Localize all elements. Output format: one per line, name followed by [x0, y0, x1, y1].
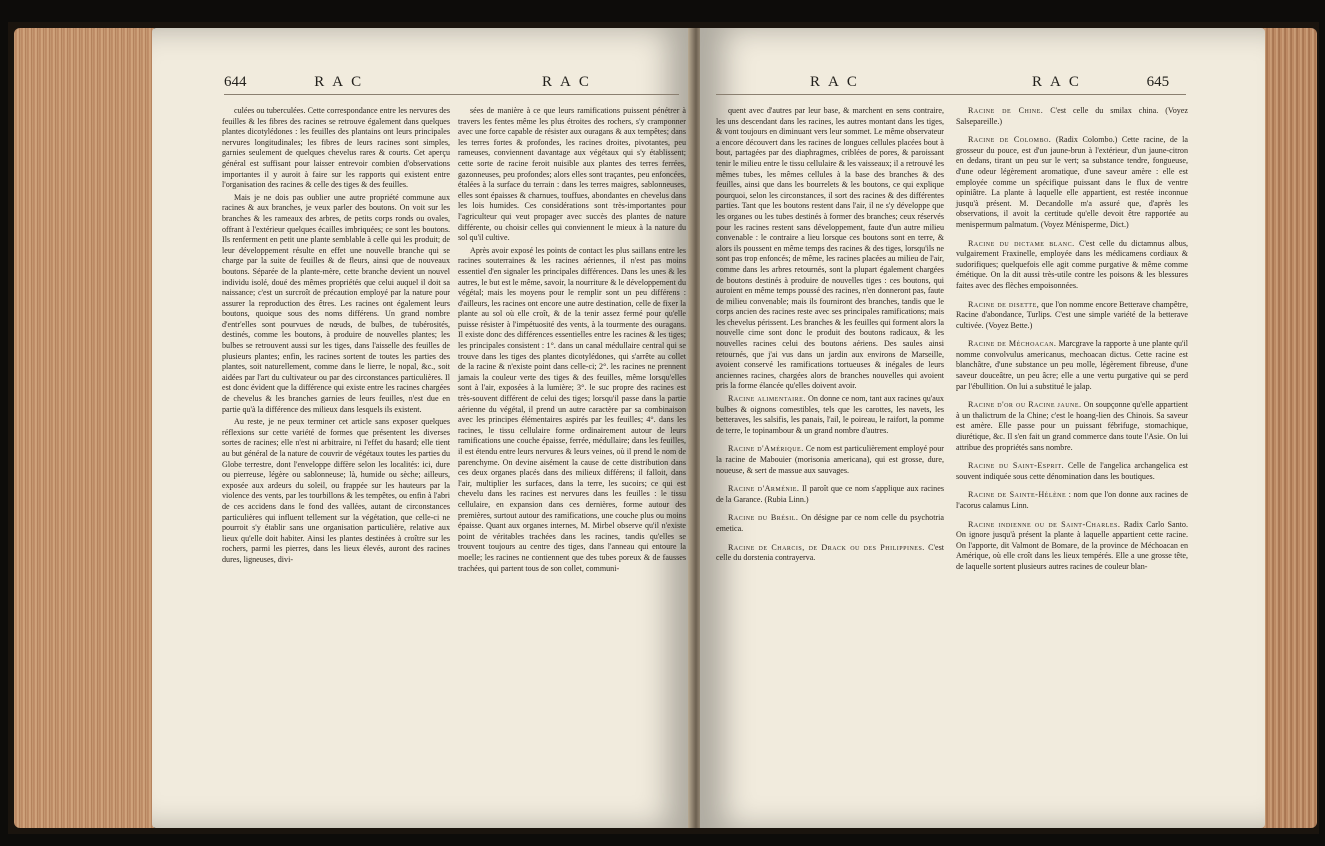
- header-rule-right: [716, 94, 1186, 95]
- page-number-left: 644: [224, 74, 247, 90]
- dictionary-entry: [956, 239, 1188, 292]
- right-page-column-2: [956, 106, 1188, 581]
- entry-text: que l'on nomme encore Betterave champêtre, Racine d'abondance, Turlips. C'est une simple variété de la betterave cultivée. (Voyez Bette.): [956, 299, 1188, 330]
- dictionary-entry: [956, 300, 1188, 332]
- dictionary-entry: [956, 400, 1188, 453]
- dictionary-entry: [716, 394, 944, 436]
- left-page: [152, 28, 692, 828]
- running-head-left-col2: RAC: [542, 74, 597, 90]
- entry-text: Il paroît que ce nom s'applique aux racines de la Garance. (Rubia Linn.): [716, 484, 944, 504]
- page-edges-right: [1257, 28, 1317, 828]
- entry-headword: Racine du dictame blanc.: [968, 238, 1075, 248]
- entry-text: On soupçonne qu'elle appartient à un thalictrum de la Chine; c'est le hoang-lien des Chinois. Sa saveur est amère. Elle passe pour un puissant fébrifuge, stomachique, diurétique, &c. Il s'en fait un grand commerce dans toute l'Asie. On lui attribue des propriétés sans nombre.: [956, 400, 1189, 452]
- dictionary-entry: [956, 490, 1188, 511]
- entry-text: C'est celle du dictamnus albus, vulgairement Fraxinelle, employée dans les médicamens cordiaux & sudorifiques; quelquefois elle agit comme purgative & même comme émétique. On la dit aussi très-utile contre les poisons & les blessures faites avec des flèches empoisonnées.: [956, 238, 1188, 290]
- entry-headword: Racine d'or ou Racine jaune.: [968, 400, 1082, 410]
- running-head-right-col2: RAC: [1032, 74, 1087, 90]
- page-number-right: 645: [1146, 74, 1170, 90]
- entry-text: Marcgrave la rapporte à une plante qu'il nomme convolvulus americanus, mechoacan dictus. Cette racine est blanchâtre, d'une substance un peu molle, légèrement fibreuse, d'une saveur douceâtre, un peu âcre; elle a une vertu purgative qui se perd par l'ébullition. On lui a substitué le jalap.: [956, 339, 1188, 391]
- dictionary-entry: [956, 520, 1188, 573]
- paragraph: Après avoir exposé les points de contact les plus saillans entre les racines souterraines & les racines aériennes, il n'est pas moins essentiel d'en signaler les principales différences. Dans les unes & les autres, le but est le même, savoir, la nourriture & le développement du végétal; mais les moyens pour le remplir sont un peu différens : d'ailleurs, les racines ont encore une autre destination, celle de fixer la plante au sol où elle croît, & de la tenir assez fermé pour qu'elle puisse résister à l'impétuosité des vents, à la tourmente des ouragans. Il existe donc des différences essentielles entre les racines & les tiges; les principales consistent : 1°. dans un canal médullaire central qui se trouve dans les tiges des plantes dicotylédones, qui s'arrête au collet de la racine & n'existe point dans celle-ci; 2°. les racines ne prennent jamais la couleur verte des tiges & des feuilles, même lorsqu'elles sont à l'air, exposées à la lumière; 3°. le suc propre des racines est très-souvent différent de celui des tiges; lorsqu'il passe dans la partie aérienne du végétal, il prend un autre caractère par sa combinaison avec les principes élémentaires aspirés par les feuilles; 4°. dans les racines, le tissu cellulaire forme ordinairement autour de leurs ramifications une couche épaisse, ferrée, médullaire; dans les feuilles, il est étendu entre leurs nervures & leurs veines, où il prend le nom de parenchyme. On devine aisément la cause de cette distribution dans ces deux organes placés dans des milieux différens; il falloit, dans l'air, multiplier les surfaces, dans la terre, les sucoirs; ce qui est chevelu dans les racines est nervures dans les feuilles : le tissu cellulaire, en expansion dans ces dernières, forme autour des premières, surtout autour des ramifications, une couche plus ou moins épaisse. Quant aux organes internes, M. Mirbel observe qu'il n'existe point de véritables trachées dans les racines, tandis qu'elles se trouvent toujours au centre des tiges, dans l'anneau qui entoure la moelle; les racines ne contiennent que des tubes poreux & de fausses trachées, qui partent tous de son collet, communi-: [458, 245, 686, 573]
- dictionary-entry: [716, 543, 944, 564]
- entry-headword: Racine de disette,: [968, 299, 1040, 309]
- entry-headword: Racine de Sainte-Hélène: [968, 490, 1067, 500]
- entry-headword: Racine indienne ou de Saint-Charles.: [968, 519, 1121, 529]
- paragraph: sées de manière à ce que leurs ramifications puissent pénétrer à travers les fentes même les plus étroites des rochers, s'y cramponner avec une force capable de résister aux ouragans & aux tempêtes; dans les terres fortes & profondes, les racines droites, pivotantes, peu rameuses, conviennent davantage aux végétaux qui s'y établissent; cette sorte de racine feroit nuisible aux plantes des terres ferrées, gazonneuses, peu profondes; alors elles sont traçantes, peu enfoncées, étalées à la surface du terrain : dans les terres maigres, sablonneuses, elles sont épaisses & charnues, touffues, abondantes en chevelus dans les lois humides. Ces considérations sont très-importantes pour l'agriculteur qui veut propager avec succès des plantes de nature différente, ou choisir celles qui conviennent le mieux à la nature du sol qu'il cultive.: [458, 106, 686, 243]
- paragraph: Au reste, je ne peux terminer cet article sans exposer quelques réflexions sur cette variété de formes que présentent les diverses sortes de racines; elle n'est ni arbitraire, ni l'effet du hasard; elle tient au but général de la nature de couvrir de végétaux toutes les parties du Globe terrestre, dont l'enveloppe diffère selon les localités: ici, dure ou pierreuse, légère ou sablonneuse; là, humide ou sèche; ailleurs, exposée aux ardeurs du soleil, ou frappée sur les hauteurs par la violence des vents, par les tourbillons & les tempêtes, ou enfin à l'abri de ces accidens dans le fond des vallées, autant de circonstances particulières qui influent tellement sur la végétation, que celle-ci ne pourroit s'y établir sans une organisation particulière, relative aux lieux qu'elle doit habiter. Ainsi les plantes destinées à croître sur les rochers, parmi les pierres, dans les lieux élevés, auront des racines dures, ligneuses, divi-: [222, 417, 450, 564]
- dictionary-entry: [956, 461, 1188, 482]
- entry-text: C'est celle du dorstenia contrayerva.: [716, 542, 944, 563]
- entry-headword: Racine d'Amérique.: [728, 444, 804, 454]
- entry-text: C'est celle du smilax china. (Voyez Salsepareille.): [956, 106, 1188, 126]
- dictionary-entry: [956, 106, 1188, 127]
- entry-headword: Racine alimentaire.: [728, 394, 806, 404]
- left-page-column-2: [458, 106, 686, 576]
- entry-headword: Racine de Chine.: [968, 106, 1044, 115]
- entry-text: Radix Carlo Santo. On ignore jusqu'à présent la plante à laquelle appartient cette racine. On l'apporte, dit Valmont de Bomare, de la province de Méchoacan en Amérique, où elle croît dans les lieux tempérés. Elle a une grosse tête, de laquelle sortent plusieurs autres racines de couleur blan-: [956, 519, 1188, 571]
- entry-text: (Radix Colombo.) Cette racine, de la grosseur du pouce, est d'un jaune-brun à l'extérieur, d'un jaune-citron en dedans, tirant un peu sur le vert; sa substance tendre, fongueuse, d'une odeur légèrement aromatique, d'une saveur amère : elle est employée comme un spécifique puissant dans le flux de ventre opiniâtre. La plante à laquelle elle appartient, est restée inconnue jusqu'à présent. M. Decandolle m'a assuré que, d'après les observations, il avoit la certitude qu'elle devoit être rapportée au menispermum palmatum. (Voyez Ménisperme, Dict.): [956, 135, 1188, 229]
- header-rule-left: [224, 94, 679, 95]
- entry-headword: Racine du Saint-Esprit.: [968, 461, 1065, 471]
- right-page-header: [1032, 74, 1169, 91]
- entry-text: On donne ce nom, tant aux racines qu'aux bulbes & oignons comestibles, tels que les carottes, les navets, les betteraves, les salsifis, les panais, l'ail, le poireau, le raifort, la pomme de terre, le topinambour & un grand nombre d'autres.: [716, 394, 944, 435]
- entry-text: Ce nom est particulièrement employé pour la racine de Mabouier (morisonia americana), qui est grosse, dure, noueuse, & sert de massue aux sauvages.: [716, 444, 945, 475]
- entry-headword: Racine de Charcis, de Drack ou des Philippines.: [728, 542, 925, 552]
- dictionary-entry: [956, 339, 1188, 392]
- entry-text: : nom que l'on donne aux racines de l'acorus calamus Linn.: [956, 490, 1189, 510]
- running-head-right-col1: RAC: [810, 74, 865, 90]
- dictionary-entry: [956, 135, 1188, 230]
- dictionary-entry: [716, 484, 944, 505]
- entry-headword: Racine de Méchoacan.: [968, 339, 1057, 349]
- page-edges-left: [14, 28, 154, 828]
- running-head-left-col1: RAC: [314, 74, 370, 90]
- entry-text: On désigne par ce nom celle du psychotria emetica.: [716, 513, 944, 533]
- dictionary-entry: [716, 513, 944, 534]
- paragraph: culées ou tuberculées. Cette correspondance entre les nervures des feuilles & les fibres des racines se retrouve également dans quelques plantes dicotylédones : les feuilles des plantains ont leurs principales nervures longitudinales; les fibres de leurs racines sont simples, garnies seulement de quelques chevelus rares & courts. Cet aperçu général est suffisant pour laisser entrevoir combien d'observations importantes il y auroit à faire sur les rapports qui existent entre l'organisation des racines & celle des tiges & des feuilles.: [222, 106, 450, 190]
- left-page-column-1: [222, 106, 450, 568]
- entry-text: Celle de l'angelica archangelica est souvent indiquée sous cette dénomination dans les boutiques.: [956, 461, 1188, 481]
- left-page-header: [224, 74, 369, 91]
- right-page-column-1: [716, 106, 944, 572]
- dictionary-entry: [716, 444, 944, 476]
- entry-headword: Racine de Colombo.: [968, 135, 1052, 145]
- entry-headword: Racine d'Arménie.: [728, 484, 800, 494]
- paragraph: Mais je ne dois pas oublier une autre propriété commune aux racines & aux branches, je veux parler des boutons. On voit sur les branches & les rameaux des arbres, de petits corps ronds ou ovales, offrant à l'extérieur quelques écailles imbriquées; ce sont les boutons. Ils renferment en petit une plante semblable à celle qui les produit; de leur développement résulte en effet une nouvelle branche qui se charge par la suite de feuilles & de fleurs, ainsi que de nouveaux boutons. Séparée de la plante-mère, cette branche devient un nouvel individu isolé, doué des mêmes propriétés que celui auquel il doit sa naissance; c'est un surcroît de précaution employé par la nature pour assurer la reproduction des êtres. Les racines ont également leurs boutons, quoique sous des noms différens. Un grand nombre d'entr'elles sont pourvues de nœuds, de bulbes, de tubérosités, destinés, comme les boutons, à produire de nouvelles plantes; les bulbes se retrouvent aussi sur les tiges, dans l'aisselle des feuilles de plusieurs plantes; enfin, les racines sortent de toutes les parties des plantes, soit naturellement, comme dans le lierre, le nopal, &c., soit aidées par l'art du cultivateur ou par des circonstances particulières. Il est donc évident que la différence qui existe entre les racines chargées de chevelus & les branches garnies de leurs feuilles, n'est due en partie qu'à la différence des milieux dans lesquels ils existent.: [222, 192, 450, 414]
- right-page: [700, 28, 1265, 828]
- entry-headword: Racine du Brésil.: [728, 513, 799, 523]
- paragraph: quent avec d'autres par leur base, & marchent en sens contraire, les uns descendant dans les racines, les autres montant dans les tiges, & vont toujours en diminuant vers leur sommet. Le même observateur a encore découvert dans les racines de longues cellules placées bout à bout, partagées par des diaphragmes, criblées de pores, & paroissant tenir le milieu entre le tissu cellulaire & les vaisseaux; il a retrouvé les mêmes tubes, les mêmes cellules à la base des branches & des feuilles, ainsi que dans les bourrelets & les boutons, ce qui explique pourquoi, selon les circonstances, il sort des racines & des différentes parties. Tant que les boutons restent dans l'air, il ne s'y développe que les organes ou les tubes destinés à former des branches; ceux réservés pour les racines restent sans développement, faute d'un autre milieu convenable : le contraire a lieu lorsque ces boutons sont en terre, & alors ils poussent en même temps des racines & des tiges, lorsqu'ils ne sont pas trop enfoncés; de même, les racines placées au milieu de l'air, comme dans les arbres retournés, sont la plupart également chargées de boutons destinés à produire de nouvelles tiges : ces boutons, qui auroient en même temps poussé des racines, n'en donneront pas, faute de milieu convenable; mais ils fourniront des branches, tandis que le corps ancien des racines reste avec ses principales ramifications; mais les chevelus périssent. Les branches & les feuilles qui forment alors la nouvelle cime sont donc le produit des boutons radicaux, & les nouvelles racines celui des boutons aériens. Des saules ainsi retournés, que j'ai vus dans un jardin aux environs de Marseille, avoient conservé les ramifications tortueuses & inégales de leurs anciennes racines, chargées alors de branches nouvelles qui avoient pris la forme élancée qu'elles doivent avoir.: [716, 106, 944, 391]
